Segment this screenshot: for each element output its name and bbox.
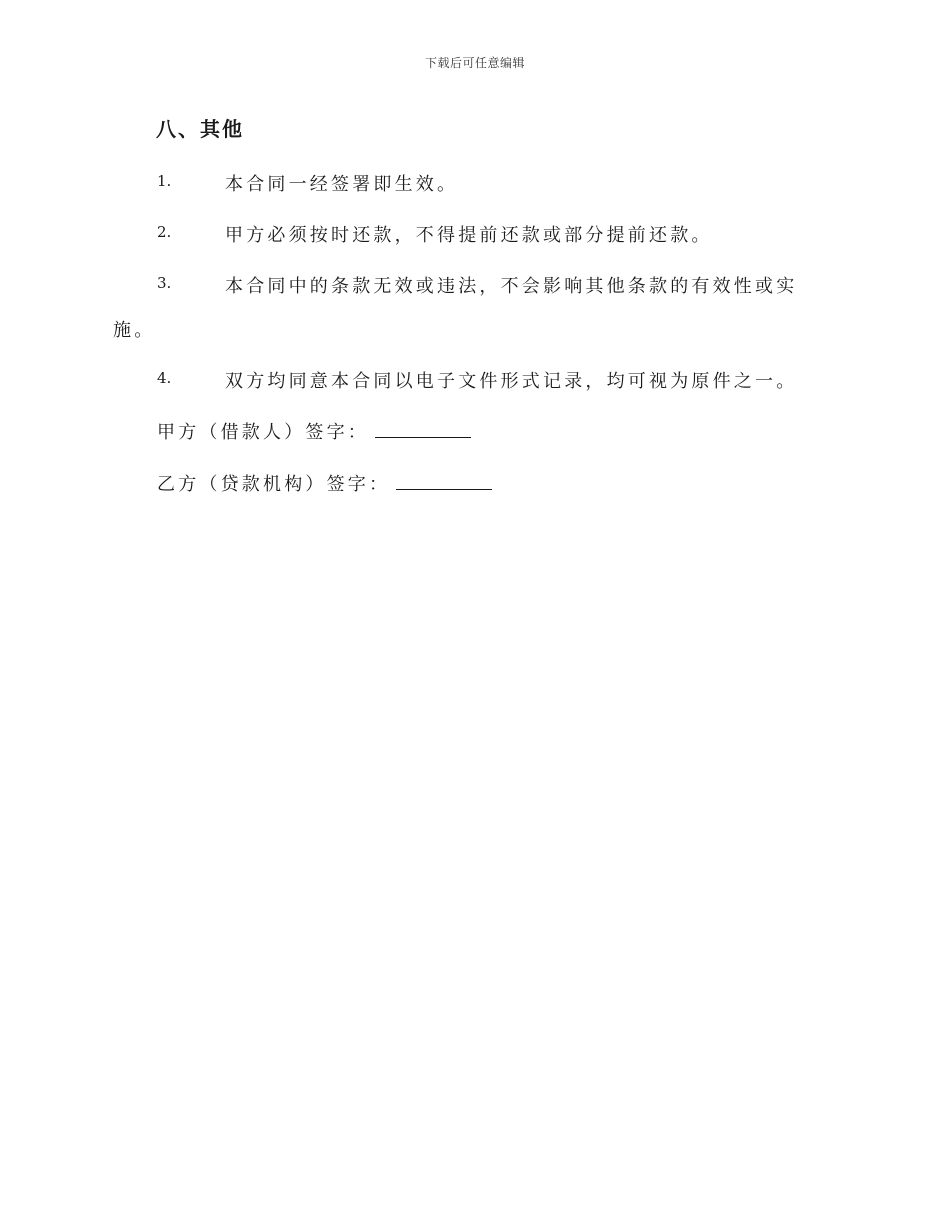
clause-number: 2. bbox=[157, 223, 172, 241]
signature-party-b bbox=[157, 470, 492, 496]
section-title: 八、其他 bbox=[156, 117, 244, 141]
signature-party-a bbox=[157, 418, 471, 444]
clause-text: 本合同一经签署即生效。 bbox=[225, 174, 459, 195]
clause-number: 1. bbox=[157, 172, 172, 190]
clause-text: 本合同中的条款无效或违法，不会影响其他条款的有效性或实 bbox=[225, 276, 798, 297]
signature-blank[interactable] bbox=[375, 423, 471, 438]
signature-label: 甲方（借款人）签字： bbox=[157, 422, 369, 443]
clause-number: 3. bbox=[157, 274, 172, 292]
clause-number: 4. bbox=[157, 369, 172, 387]
signature-label: 乙方（贷款机构）签字： bbox=[157, 474, 391, 495]
clause-text: 甲方必须按时还款，不得提前还款或部分提前还款。 bbox=[225, 225, 713, 246]
clause-text: 双方均同意本合同以电子文件形式记录，均可视为原件之一。 bbox=[225, 371, 798, 392]
clause-text-continuation: 施。 bbox=[113, 320, 156, 341]
header-note: 下载后可任意编辑 bbox=[424, 56, 525, 70]
signature-blank[interactable] bbox=[396, 475, 492, 490]
